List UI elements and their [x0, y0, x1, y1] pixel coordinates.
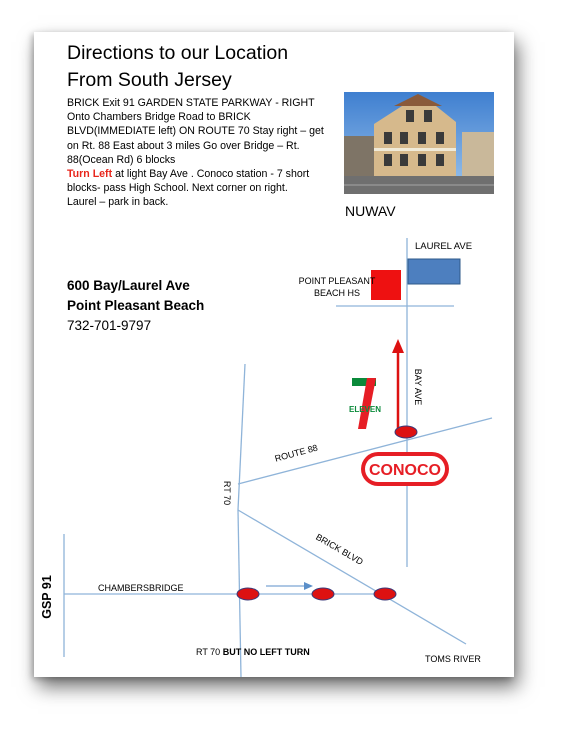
rt70-road-upper	[238, 364, 245, 510]
intersection-marker-rt70	[237, 588, 259, 600]
east-arrow-icon	[304, 582, 313, 590]
toms-river-label: TOMS RIVER	[425, 654, 481, 664]
brick-blvd-label: BRICK BLVD	[314, 531, 365, 567]
directions-part-1: BRICK Exit 91 GARDEN STATE PARKWAY - RIGHT Onto Chambers Bridge Road to BRICK BLVD(IMMEDIATE left) ON ROUTE 70 Stay right – get on Rt. 88 East about 3 miles Go over Bridge – Rt. 88(Ocean Rd) 6 blocks	[67, 97, 324, 166]
conoco-logo	[361, 452, 449, 486]
directions-part-3: Laurel – park in back.	[67, 196, 169, 209]
address-phone: 732-701-9797	[67, 318, 152, 333]
directions-page	[34, 32, 514, 677]
turn-left-highlight: Turn Left	[67, 168, 113, 181]
address-city: Point Pleasant Beach	[67, 298, 205, 313]
school-label-1: POINT PLEASANT	[298, 276, 376, 286]
bay-ave-label: BAY AVE	[413, 368, 423, 406]
route-map	[34, 32, 514, 677]
title-line-2: From South Jersey	[67, 69, 232, 91]
chambersbridge-label: CHAMBERSBRIDGE	[98, 583, 184, 593]
rt70-vertical-label: RT 70	[222, 480, 232, 506]
high-school-marker	[371, 270, 401, 300]
brick-blvd-road	[238, 510, 466, 644]
rt70-bottom-label: RT 70 BUT NO LEFT TURN	[196, 647, 310, 657]
directions-part-2: at light Bay Ave . Conoco station - 7 short blocks- pass High School. Next corner on right.	[67, 168, 310, 195]
intersection-marker-bay-88	[395, 426, 417, 438]
route88-label: ROUTE 88	[273, 442, 319, 464]
intersection-marker-mid	[312, 588, 334, 600]
school-label-2: BEACH HS	[313, 288, 361, 298]
seven-eleven-logo	[349, 372, 381, 429]
destination-building	[408, 259, 460, 284]
north-arrow-icon	[392, 339, 404, 353]
photo-caption: NUWAV	[345, 203, 396, 219]
title-line-1: Directions to our Location	[67, 42, 289, 64]
address-street: 600 Bay/Laurel Ave	[67, 278, 190, 293]
seven-eleven-text: ELEVEN	[348, 405, 382, 414]
intersection-marker-brick	[374, 588, 396, 600]
gsp-label: GSP 91	[40, 575, 54, 619]
laurel-ave-label: LAUREL AVE	[415, 241, 473, 252]
conoco-text: CONOCO	[369, 462, 441, 479]
